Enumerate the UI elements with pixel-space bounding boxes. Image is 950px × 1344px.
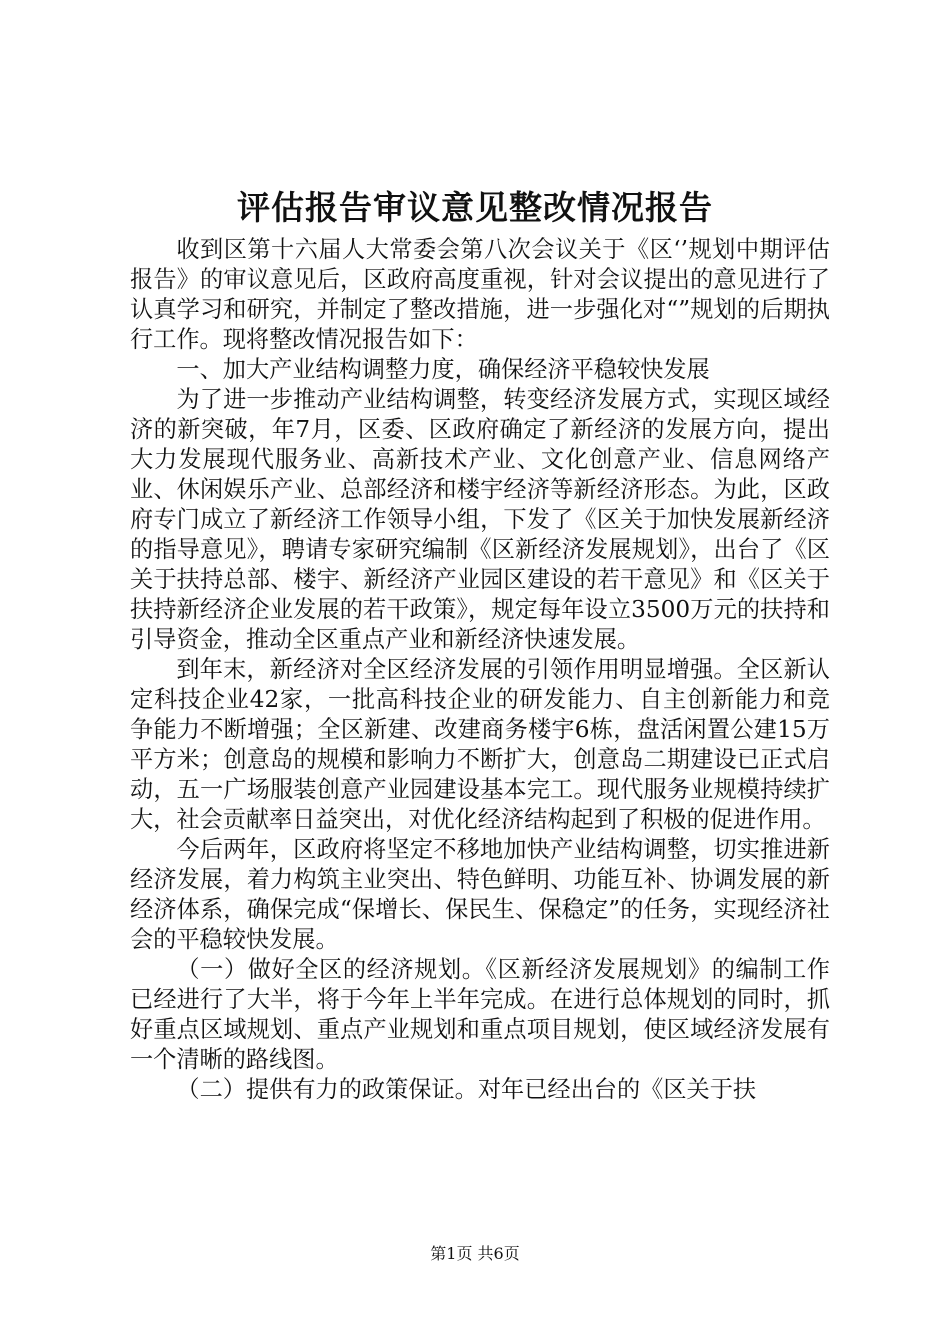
- body-paragraph: 今后两年，区政府将坚定不移地加快产业结构调整，切实推进新经济发展，着力构筑主业突出、特色鲜明、功能互补、协调发展的新经济体系，确保完成“保增长、保民生、保稳定”的任务，实现经济社会的平稳较快发展。: [130, 836, 830, 953]
- subsection-paragraph: （二）提供有力的政策保证。对年已经出台的《区关于扶: [176, 1076, 757, 1103]
- section-heading: 一、加大产业结构调整力度，确保经济平稳较快发展: [176, 356, 710, 383]
- page-footer: 第1页 共6页: [430, 1244, 520, 1263]
- intro-paragraph: 收到区第十六届人大常委会第八次会议关于《区‘’规划中期评估报告》的审议意见后，区政府高度重视，针对会议提出的意见进行了认真学习和研究，并制定了整改措施，进一步强化对“”规划的后期执行工作。现将整改情况报告如下：: [130, 236, 830, 353]
- document-body: [130, 235, 830, 1105]
- subsection-paragraph: （一）做好全区的经济规划。《区新经济发展规划》的编制工作已经进行了大半，将于今年上半年完成。在进行总体规划的同时，抓好重点区域规划、重点产业规划和重点项目规划，使区域经济发展有一个清晰的路线图。: [130, 956, 830, 1073]
- body-paragraph: 到年末，新经济对全区经济发展的引领作用明显增强。全区新认定科技企业42家，一批高科技企业的研发能力、自主创新能力和竞争能力不断增强；全区新建、改建商务楼宇6栋，盘活闲置公建15万平方米；创意岛的规模和影响力不断扩大，创意岛二期建设已正式启动，五一广场服装创意产业园建设基本完工。现代服务业规模持续扩大，社会贡献率日益突出，对优化经济结构起到了积极的促进作用。: [130, 656, 830, 833]
- document-title: 评估报告审议意见整改情况报告: [237, 188, 713, 227]
- body-paragraph: 为了进一步推动产业结构调整，转变经济发展方式，实现区域经济的新突破，年7月，区委、区政府确定了新经济的发展方向，提出大力发展现代服务业、高新技术产业、文化创意产业、信息网络产业、休闲娱乐产业、总部经济和楼宇经济等新经济形态。为此，区政府专门成立了新经济工作领导小组，下发了《区关于加快发展新经济的指导意见》，聘请专家研究编制《区新经济发展规划》，出台了《区关于扶持总部、楼宇、新经济产业园区建设的若干意见》和《区关于扶持新经济企业发展的若干政策》，规定每年设立3500万元的扶持和引导资金，推动全区重点产业和新经济快速发展。: [130, 386, 830, 653]
